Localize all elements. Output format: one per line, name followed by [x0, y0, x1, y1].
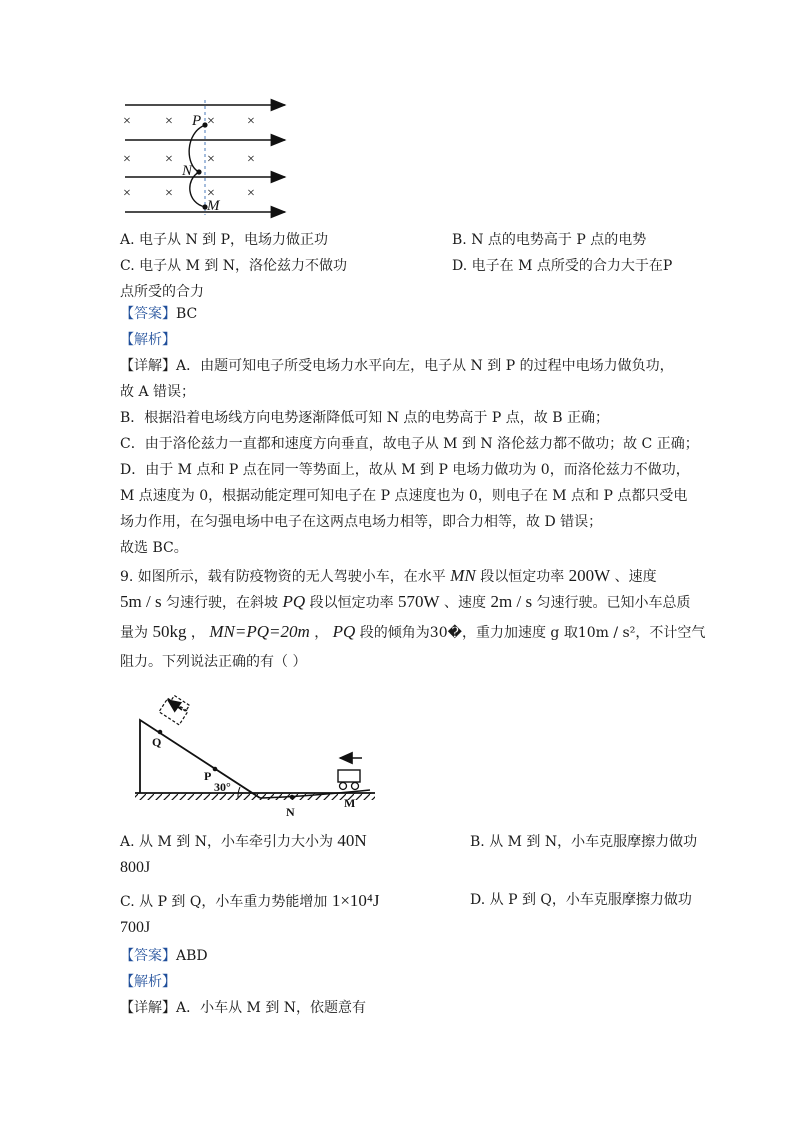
q9-option-b-value: 800J: [120, 859, 151, 876]
cross-symbol: ×: [247, 152, 255, 167]
label-p: P: [192, 113, 202, 129]
q8-detail-c: C．由于洛伦兹力一直都和速度方向垂直，故电子从 M 到 N 洛伦兹力都不做功；故 C 正确；: [120, 436, 699, 452]
q8-option-a: A. 电子从 N 到 P，电场力做正功: [120, 232, 329, 248]
power-value-2: 570W: [398, 592, 440, 611]
detail-tag: 【详解】: [120, 358, 176, 374]
length-value: MN=PQ=20m: [209, 622, 310, 641]
stem-text: 匀速行驶。已知小车总质: [536, 595, 691, 611]
energy-value: 1×10⁴J: [331, 891, 380, 910]
detail-tag: 【详解】: [120, 1000, 176, 1016]
speed-value-2: 2m / s: [490, 592, 533, 611]
label-q: Q: [152, 735, 162, 749]
stem-text: 、速度: [444, 595, 487, 611]
stem-text: 匀速行驶，在斜坡: [166, 595, 279, 611]
label-angle: 30°: [214, 780, 231, 794]
point-n-dot: [290, 795, 295, 800]
q8-option-b: B. N 点的电势高于 P 点的电势: [452, 232, 647, 248]
q9-option-b: B. 从 M 到 N，小车克服摩擦力做功: [470, 834, 698, 850]
answer-value: ABD: [176, 948, 208, 964]
point-n-dot: [196, 169, 201, 174]
answer-tag: 【答案】: [120, 948, 176, 964]
cross-symbol: ×: [207, 114, 215, 129]
q9-option-d: D. 从 P 到 Q，小车克服摩擦力做功: [470, 892, 692, 908]
q9-stem-line2: [120, 590, 691, 615]
cross-symbol: ×: [165, 152, 173, 167]
point-p-dot: [213, 767, 218, 772]
q8-detail-a-line1: [120, 356, 674, 376]
label-m: M: [207, 198, 220, 214]
q8-option-d-line2: 点所受的合力: [120, 284, 204, 300]
cart-dashed-outline: [159, 693, 191, 725]
stem-text: 段以恒定功率: [309, 595, 394, 611]
answer-value: BC: [176, 306, 198, 322]
q8-analysis-tag: 【解析】: [120, 332, 176, 348]
label-p: P: [204, 769, 212, 783]
label-n: N: [182, 163, 193, 179]
cross-symbol: ×: [207, 186, 215, 201]
label-m: M: [344, 796, 356, 810]
stem-text: ，: [314, 625, 329, 641]
segment-mn: MN: [450, 566, 476, 585]
power-value-1: 200W: [568, 566, 611, 585]
stem-text: ，: [190, 625, 205, 641]
speed-value-1: 5m / s: [120, 592, 162, 611]
q8-option-c: C. 电子从 M 到 N，洛伦兹力不做功: [120, 258, 348, 274]
cart-direction-arrow-up: [168, 700, 182, 710]
q8-detail-d-line1: D．由于 M 点和 P 点在同一等势面上，故从 M 到 P 电场力做功为 0，而洛伦兹力不做功，: [120, 462, 690, 478]
q9-detail-a: [120, 998, 366, 1018]
q8-detail-d-line3: 场力作用，在匀强电场中电子在这两点电场力相等，即合力相等，故 D 错误；: [120, 514, 603, 530]
stem-text: 、速度: [614, 569, 657, 585]
force-value: 40N: [337, 831, 367, 850]
q9-analysis-tag: 【解析】: [120, 974, 176, 990]
q8-conclusion: 故选 BC。: [120, 540, 188, 556]
q9-stem-line3: [120, 620, 705, 645]
stem-text: 9. 如图所示，载有防疫物资的无人驾驶小车，在水平: [120, 569, 446, 585]
cross-symbol: ×: [165, 186, 173, 201]
q9-stem-line1: [120, 564, 657, 589]
cross-symbol: ×: [247, 186, 255, 201]
cross-symbol: ×: [207, 152, 215, 167]
detail-a-text: A．小车从 M 到 N，依题意有: [176, 1000, 367, 1016]
cross-symbol: ×: [247, 114, 255, 129]
option-text: A. 从 M 到 N，小车牵引力大小为: [120, 834, 333, 850]
q8-detail-a-line2: 故 A 错误；: [120, 384, 196, 400]
option-text: C. 从 P 到 Q，小车重力势能增加: [120, 894, 328, 910]
detail-a-text: A．由题可知电子所受电场力水平向左，电子从 N 到 P 的过程中电场力做负功，: [176, 358, 674, 374]
q9-stem-line4: 阻力。下列说法正确的有（ ）: [120, 654, 307, 670]
q8-detail-b: B．根据沿着电场线方向电势逐渐降低可知 N 点的电势高于 P 点，故 B 正确；: [120, 410, 609, 426]
cross-symbol: ×: [165, 114, 173, 129]
cart-at-m: [338, 770, 360, 790]
field-diagram: [115, 95, 300, 220]
q8-option-d-line1: D. 电子在 M 点所受的合力大于在P: [452, 258, 673, 274]
cross-symbol: ×: [123, 114, 131, 129]
q9-answer: [120, 946, 208, 966]
cross-symbol: ×: [123, 152, 131, 167]
point-q-dot: [158, 730, 163, 735]
answer-tag: 【答案】: [120, 306, 176, 322]
segment-pq: PQ: [332, 622, 356, 641]
mass-value: 50kg: [152, 622, 187, 641]
q8-detail-d-line2: M 点速度为 0，根据动能定理可知电子在 P 点速度也为 0，则电子在 M 点和 P 点都只受电: [120, 488, 688, 504]
q9-option-c: [120, 890, 379, 913]
stem-text: 段以恒定功率: [480, 569, 565, 585]
q9-option-a: [120, 830, 367, 853]
stem-text: 量为: [120, 625, 148, 641]
incline-diagram: [130, 690, 380, 825]
stem-text: 段的倾角为30�，重力加速度 g 取10m / s²，不计空气: [359, 625, 706, 641]
q9-option-d-value: 700J: [120, 919, 151, 936]
label-n: N: [286, 805, 295, 819]
cross-symbol: ×: [123, 186, 131, 201]
q8-answer: [120, 304, 197, 324]
segment-pq: PQ: [282, 592, 306, 611]
